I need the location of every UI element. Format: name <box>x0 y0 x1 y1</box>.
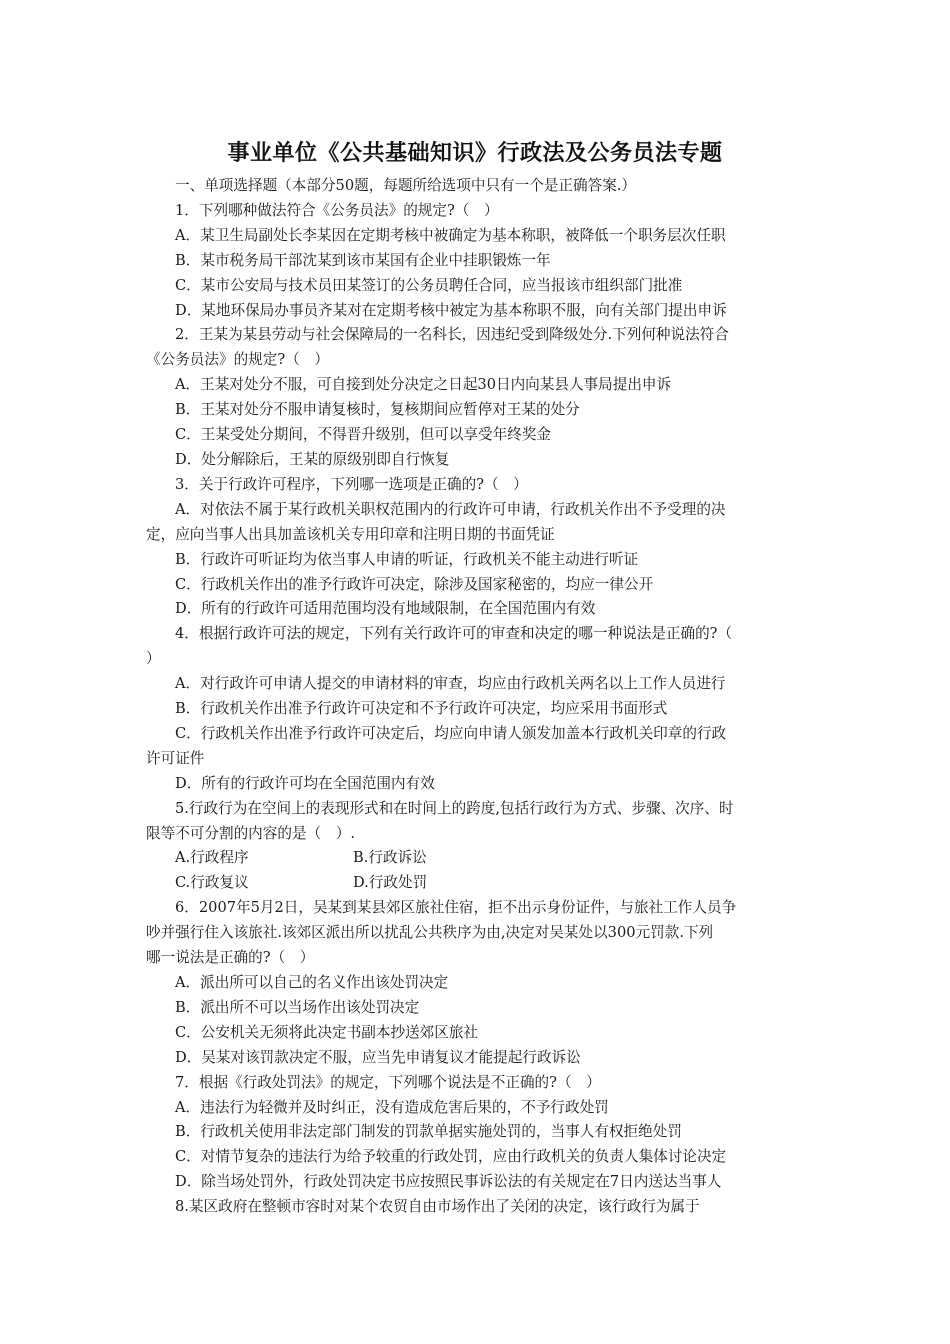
document-body <box>146 174 808 1220</box>
question-4-stem: 4．根据行政许可法的规定，下列有关行政许可的审查和决定的哪一种说法是正确的?（ <box>175 625 733 643</box>
question-5-option-d: D.行政处罚 <box>353 874 428 892</box>
question-6-stem-cont-2: 哪一说法是正确的?（ ） <box>146 949 315 967</box>
question-7-option-b: B．行政机关使用非法定部门制发的罚款单据实施处罚的，当事人有权拒绝处罚 <box>175 1123 682 1141</box>
question-3-option-a-cont: 定，应向当事人出具加盖该机关专用印章和注明日期的书面凭证 <box>146 525 555 543</box>
question-3-option-c: C．行政机关作出的准予行政许可决定，除涉及国家秘密的，均应一律公开 <box>175 575 654 593</box>
question-2-stem-cont: 《公务员法》的规定?（ ） <box>146 351 329 369</box>
question-1-option-b: B．某市税务局干部沈某到该市某国有企业中挂职锻炼一年 <box>175 251 551 269</box>
question-1-option-a: A．某卫生局副处长李某因在定期考核中被确定为基本称职，被降低一个职务层次任职 <box>175 226 726 244</box>
question-6-option-b: B．派出所不可以当场作出该处罚决定 <box>175 998 420 1016</box>
question-4-stem-cont: ） <box>146 650 161 668</box>
question-3-stem: 3．关于行政许可程序，下列哪一选项是正确的?（ ） <box>175 475 528 493</box>
question-4-option-c: C．行政机关作出准予行政许可决定后，均应向申请人颁发加盖本行政机关印章的行政 <box>175 724 727 742</box>
question-7-stem: 7．根据《行政处罚法》的规定，下列哪个说法是不正确的?（ ） <box>175 1073 601 1091</box>
question-7-option-d: D．除当场处罚外，行政处罚决定书应按照民事诉讼法的有关规定在7日内送达当事人 <box>175 1173 722 1191</box>
question-5-stem: 5.行政行为在空间上的表现形式和在时间上的跨度,包括行政行为方式、步骤、次序、时 <box>175 799 734 817</box>
question-4-option-d: D．所有的行政许可均在全国范围内有效 <box>175 774 435 792</box>
question-5-options-row-1 <box>146 846 808 871</box>
question-4-option-b: B．行政机关作出准予行政许可决定和不予行政许可决定，均应采用书面形式 <box>175 700 668 718</box>
question-7-option-c: C．对情节复杂的违法行为给予较重的行政处罚，应由行政机关的负责人集体讨论决定 <box>175 1148 727 1166</box>
question-6-option-a: A．派出所可以自己的名义作出该处罚决定 <box>175 974 449 991</box>
question-2-option-b: B．王某对处分不服申请复核时，复核期间应暂停对王某的处分 <box>175 401 580 419</box>
question-8-stem: 8.某区政府在整顿市容时对某个农贸自由市场作出了关闭的决定，该行政行为属于 <box>175 1198 700 1216</box>
question-1-stem: 1．下列哪种做法符合《公务员法》的规定?（ ） <box>175 201 499 219</box>
question-6-stem: 6．2007年5月2日，吴某到某县郊区旅社住宿，拒不出示身份证件，与旅社工作人员争 <box>175 899 737 917</box>
question-2-option-d: D．处分解除后，王某的原级别即自行恢复 <box>175 450 450 468</box>
question-2-stem: 2．王某为某县劳动与社会保障局的一名科长，因违纪受到降级处分.下列何种说法符合 <box>175 326 729 344</box>
question-6-stem-cont-1: 吵并强行住入该旅社.该郊区派出所以扰乱公共秩序为由,决定对吴某处以300元罚款.下列 <box>146 924 714 942</box>
question-6-option-d: D．吴某对该罚款决定不服，应当先申请复议才能提起行政诉讼 <box>175 1048 581 1066</box>
question-5-option-a: A.行政程序 <box>175 849 249 867</box>
question-5-stem-cont: 限等不可分割的内容的是（ ）. <box>146 824 355 842</box>
question-3-option-d: D．所有的行政许可适用范围均没有地域限制，在全国范围内有效 <box>175 600 596 618</box>
question-4-option-c-cont: 许可证件 <box>146 749 205 767</box>
question-5-option-c: C.行政复议 <box>175 874 249 892</box>
question-5-options-row-2 <box>146 871 808 896</box>
section-heading: 一、单项选择题（本部分50题，每题所给选项中只有一个是正确答案.） <box>175 177 637 194</box>
question-3-option-b: B．行政许可听证均为依当事人申请的听证，行政机关不能主动进行听证 <box>175 550 639 568</box>
question-3-option-a: A．对依法不属于某行政机关职权范围内的行政许可申请，行政机关作出不予受理的决 <box>175 500 726 518</box>
document-title: 事业单位《公共基础知识》行政法及公务员法专题 <box>227 141 723 166</box>
question-5-option-b: B.行政诉讼 <box>353 849 427 867</box>
question-1-option-d: D．某地环保局办事员齐某对在定期考核中被定为基本称职不服，向有关部门提出申诉 <box>175 301 727 319</box>
question-7-option-a: A．违法行为轻微并及时纠正，没有造成危害后果的，不予行政处罚 <box>175 1098 609 1116</box>
question-6-option-c: C．公安机关无须将此决定书副本抄送郊区旅社 <box>175 1023 479 1041</box>
question-1-option-c: C．某市公安局与技术员田某签订的公务员聘任合同，应当报该市组织部门批准 <box>175 276 683 294</box>
question-2-option-c: C．王某受处分期间，不得晋升级别，但可以享受年终奖金 <box>175 426 552 444</box>
question-2-option-a: A．王某对处分不服，可自接到处分决定之日起30日内向某县人事局提出申诉 <box>175 376 672 394</box>
question-4-option-a: A．对行政许可申请人提交的申请材料的审查，均应由行政机关两名以上工作人员进行 <box>175 675 726 693</box>
